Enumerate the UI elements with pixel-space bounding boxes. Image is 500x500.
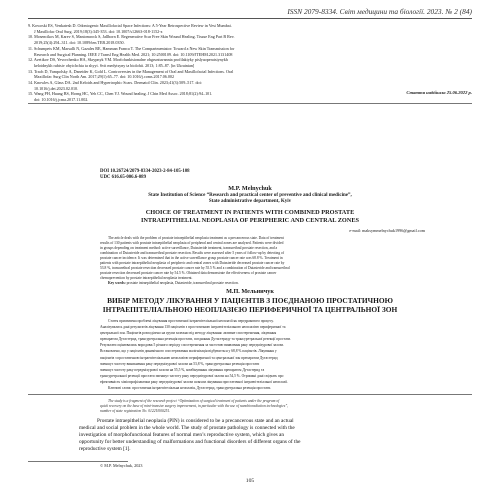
article-title-ua (40, 296, 460, 314)
abstract-line: Стаття присвячена проблемі лікування простатичної інтраепітеліальної неоплазії як передракового процесу. (108, 319, 274, 323)
abstract-line: центральної зон. Пацієнтів розподілено на групи залежно від методу лікування: активне спостереження, лікування (100, 331, 277, 336)
abstract-line: Результати оцінювались впродовж 5 річного періоду спостереження за частотою виявлення раку передміхурової залози. (100, 343, 284, 348)
reference-line: doi: 10.1016/j.jcma.2017.11.002. (34, 97, 89, 103)
keywords-label: Key words: (108, 281, 126, 285)
reference-line: 14. Knowles A, Glass DA. 2nd Keloids and Hypertrophic Scars. Dermatol Clin. 2023;41(3):509–517. doi: (28, 80, 202, 86)
reference-line: 11. Schumpets KM, Marsalli N, Gazales RE, Hamman Franca T. The Compartmentator: Toward a New Skin Transmission for (28, 45, 235, 51)
abstract-line: combination of Dutasteride and transurethral prostate resection. Results were assessed after 5 years of follow-up by detecting of (100, 251, 285, 255)
keywords-ua: Ключові слова: простатична інтраепітеліальна неоплазія, Дутастерид, трансуретральна резекція простати. (108, 386, 272, 391)
footnote-rule (28, 461, 128, 462)
title-line: ІНТРАЕПІТЕЛІАЛЬНОЮ НЕОПЛАЗІЄЮ ПЕРИФЕРИЧНОЇ ТА ЦЕНТРАЛЬНОЇ ЗОН (102, 305, 398, 314)
body-text (79, 418, 423, 453)
keywords-en (100, 281, 400, 286)
abstract-line: The article deals with the problem of prostate intraepithelial neoplasia treatment as a precancerous state. Data of treatment (108, 236, 284, 240)
journal-header: ISSN 2079-8334. Світ медицини та біології. 2023. № 2 (84) (287, 7, 472, 16)
body-line: medical and social problem in the whole world. The study of prostate pathology is connected with the (79, 424, 295, 431)
reference-line: 15. Wang PH, Huang BS, Horng HC, Yeh CC, Chen YJ. Wound healing. J Chin Med Assoc. 2018;81(2):94–101. (28, 91, 213, 97)
body-line: investigation of morphofunctional features of normal men’s reproductive system, which gives an (79, 431, 285, 438)
abstract-en (100, 236, 400, 286)
title-line: INTRAEPITHELIAL NEOPLASIA OF PERIPHERIC AND CENTRAL ZONES (140, 217, 360, 224)
abstract-line: prostate resection decreased prostate cancer rate by 54.5 %. Obtained data demonstrate the effectiveness of prostate cancer (100, 271, 277, 275)
institution-line: State Institution of Science “Research and practical center of preventive and clinical medicine”, (148, 193, 352, 198)
institution-line: State administrative department, Kyiv (208, 199, 292, 204)
reference-line: 13. Trach D, Yampolsky A, Dzneider K, Gold L. Controversies in the Management of Oral and Maxillofacial Infections. Oral (28, 68, 234, 74)
institution (60, 193, 440, 205)
doi-line: DOI 10.26724/2079-8334-2023-2-84-105-108 (100, 169, 190, 174)
abstract-line: препаратом Дутастерид, трансуретральна резекція простати, поєднання Дутастериду та трансуретральної резекції простати. (100, 337, 292, 342)
section-divider (28, 103, 472, 104)
body-line: reproductive system [1]. (79, 445, 131, 452)
article-title-en (60, 209, 440, 225)
abstract-line: results of 130 patients with prostate intraepithelial neoplasia of peripheral and central zones are analyzed. Patients were divided (100, 241, 284, 245)
abstract-line: трансуретральної резекції простати зменшує частоту раку передміхурової залози на 54,5 %. Отримані дані свідчать про (100, 373, 284, 378)
abstract-line: ефективність хіміопрофілактики раку передміхурової залози шляхом лікування простатичної інтраепітеліальної неоплазії. (100, 379, 288, 384)
reference-line: J Maxillofac Oral Surg. 2019;18(3):345-353. doi: 10.1007/s12663-018-1152-x (34, 28, 163, 34)
study-note (100, 399, 400, 415)
study-line: quick recovery on the base of mini-invasive surgery improvement, in particular with the use of nanobioradiation technologies”, (100, 404, 289, 409)
section-divider (28, 394, 472, 395)
page-number: 105 (245, 478, 255, 484)
title-line: CHOICE OF TREATMENT IN PATIENTS WITH COMBINED PROSTATE (145, 209, 355, 216)
study-line: The study is a fragment of the research project “Optimization of surgical treatment of patients under the program of (108, 399, 280, 403)
abstract-line: зменшує частоту раку передміхурової залози на 55,5 %, комбінування лікування препаратом Дутастерид та (100, 367, 265, 372)
study-line: number of state registration No. 0122U000251. (100, 409, 171, 414)
reference-line: 2019;25(4):294–311. doi: 10.1089/ten.TEB.2018.0350. (34, 40, 125, 46)
abstract-line: Встановлено, що у пацієнтів динамічного спостереження малігнізація відбувається у 68,8 % пацієнтів. Лікування у (100, 349, 277, 354)
reference-line: 12. Avetikov DS, Yevorchenko HA, Skrypnyk VM. Morfofunktsionalne obgruntuvannia profilaktyky pislyaoperatsiynykh (28, 57, 228, 63)
reference-line: Research and Surgical Planning. IEEE J Transl Eng Health Med. 2021; 10:2500109. doi: 10.1109/JTEHM.2021.3131408 (34, 51, 233, 57)
body-line: Prostate intraepithelial neoplasia (PIN) is considered to be a precancerous state and an actual (97, 418, 294, 424)
reference-list (28, 23, 472, 103)
reference-line: 9. Kowoski ES, Venkatesh D. Odontogenic Maxillofacial Space Infections: A 5-Year Retrospective Review in Vest Mumbai. (28, 23, 232, 28)
abstract-line: patients with prostate intraepithelial neoplasia of peripheric and central zones with Dutasteride decreased prostate cancer rate by (100, 261, 285, 265)
body-line: opportunity for better understanding of malformations and functional disorders of different organs of the (79, 438, 301, 445)
abstract-line: Аналізувались дані результатів лікування 130 пацієнтів з простатичною інтраепітеліальною неоплазією периферичної та (100, 325, 286, 330)
abstract-line: 53.8 %, transurethral prostate resection decreased prostate cancer rate by 55.5 % and a combination of Dutasteride and transurethral (100, 266, 290, 270)
keywords-text: prostate intraepithelial neoplasia, Dutasteride, transurethral prostate resection. (125, 281, 239, 285)
received-date: Стаття надійшла 25.06.2022 р. (406, 90, 472, 95)
abstract-line: пацієнтів з простатичною інтраепітеліальною неоплазією периферичної та центральної зон препаратом Дутастерид (100, 355, 278, 360)
abstract-line: prostate cancer incidence. It was determined that in the active surveillance group prostate cancer rate was 68.8 %. Treatment in (100, 256, 283, 260)
abstract-line: in groups depending on treatment method: active surveillance, Dutasteride treatment, transurethral prostate resection, and a (100, 246, 278, 250)
reference-line: Maxillofac Surg Clin North Am. 2017;29(1):65–77. doi: 10.1016/j.coms.2017.06.002 (34, 74, 175, 80)
title-line: ВИБІР МЕТОДУ ЛІКУВАННЯ У ПАЦІЄНТІВ З ПОЄДНАНОЮ ПРОСТАТИЧНОЮ (107, 296, 393, 305)
reference-line: keloidnykh rubtsiv obyichchia ta shyyi. Svit medytsyny ta biolohii. 2013; 1:85–87. [in Ukrainian] (34, 62, 195, 68)
reference-line: 10.1016/j.det.2023.02.010. (34, 85, 79, 91)
udc-line: UDC 616.65-006.6-089 (100, 175, 146, 180)
header-rule (28, 18, 472, 19)
author-name: M.P. Melnychuk (228, 185, 272, 192)
abstract-line: chemoprevention by prostate intraepithelial neoplasia treatment. (100, 276, 193, 280)
abstract-line: зменшує частоту виникнення раку передміхурової залози на 53,8 %, трансуретральна резекція простати (100, 361, 260, 366)
author-email: e-mail: maksymmelnychuk1996@gmail.com (349, 228, 425, 233)
author-name-ua: М.П. Мельничук (226, 288, 274, 295)
abstract-ua (100, 318, 400, 391)
reference-line: 10. Mosencikos M, Karev S, Maniomrock S, Jallborn E. Regenerative Scar Free Skin Wound Healing. Tissue Eng Part B Rev. (28, 34, 235, 40)
copyright: © M.P. Melnychuk, 2023 (100, 463, 143, 468)
